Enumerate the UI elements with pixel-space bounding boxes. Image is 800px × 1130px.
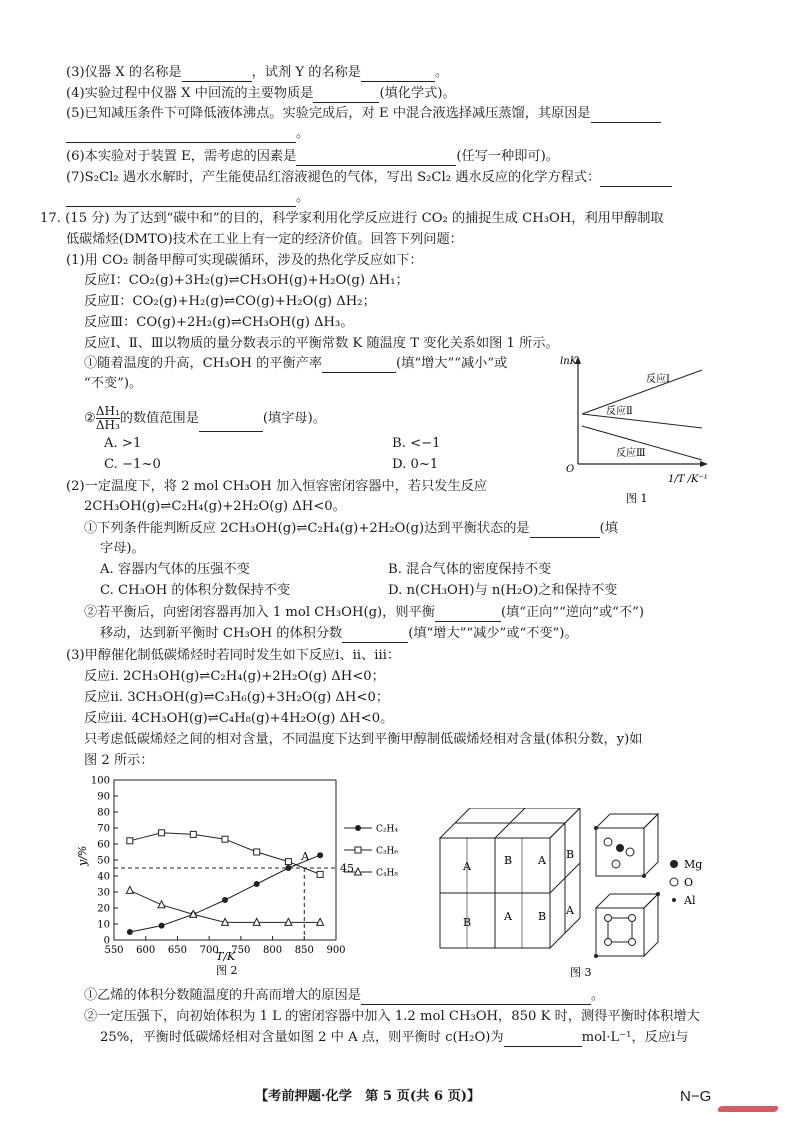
legend-o-label: O: [684, 876, 694, 889]
c3h6-point: [317, 871, 323, 877]
option-b[interactable]: B. <−1: [392, 436, 441, 451]
c2h4-point: [222, 897, 228, 903]
legend-o-symbol: [670, 878, 678, 886]
q17-part3-r3: 反应ⅲ. 4CH₃OH(g)⇌C₄H₈(g)+4H₂O(g) ΔH<0。: [84, 711, 394, 726]
answer-blank[interactable]: [296, 150, 456, 166]
x-tick-label: 800: [263, 945, 283, 956]
q16-l5-text-b: 。: [296, 126, 310, 141]
q17-part3-3: 图 2 所示：: [84, 753, 154, 768]
legend-marker: [355, 825, 361, 831]
legend-al-label: Al: [684, 894, 696, 907]
q17-reaction-1: 反应Ⅰ：CO₂(g)+3H₂(g)⇌CH₃OH(g)+H₂O(g) ΔH₁；: [84, 273, 409, 288]
q17-p2q2-text-b: (填“正向”“逆向”或“不”): [500, 605, 644, 620]
oxygen-atom: [605, 915, 612, 922]
q17-sub1b: “不变”)。: [84, 376, 143, 391]
fig2-caption: 图 2: [216, 964, 238, 977]
y-tick-label: 10: [97, 919, 110, 931]
footer-title: 【考前押题·化学 第 5 页(共 6 页)】: [255, 1089, 481, 1104]
answer-blank[interactable]: [435, 606, 501, 622]
option-a[interactable]: A. >1: [104, 436, 142, 451]
ref-value-label: 45: [340, 862, 354, 875]
q16-l7-text-b: 。: [296, 190, 310, 205]
legend-label: C₃H₆: [376, 846, 398, 857]
dh-ratio-numerator: ΔH₁: [95, 404, 120, 418]
x-tick-label: 900: [326, 945, 346, 956]
legend-marker: [355, 847, 361, 853]
answer-blank[interactable]: [182, 66, 252, 82]
q17-part1: (1)用 CO₂ 制备甲醇可实现碳循环，涉及的热化学反应如下：: [66, 253, 423, 268]
q17-part2-1: (2)一定温度下，将 2 mol CH₃OH 加入恒容密闭容器中，若只发生反应: [66, 479, 487, 494]
c4h8-point: [126, 886, 133, 893]
fig2-ylabel: y/%: [76, 845, 89, 866]
fig3-cell-label: B: [565, 848, 575, 861]
cell-a-side: [644, 814, 658, 876]
y-tick-label: 20: [97, 903, 110, 915]
oxygen-atom: [629, 939, 636, 946]
x-tick-label: 850: [294, 945, 314, 956]
oxygen-atom: [626, 848, 634, 856]
y-tick-label: 80: [97, 807, 110, 819]
answer-blank[interactable]: [361, 989, 591, 1005]
fig1-label-reaction-2: 反应Ⅱ: [606, 406, 633, 417]
q17-part3-r1: 反应ⅰ. 2CH₃OH(g)⇌C₂H₄(g)+2H₂O(g) ΔH<0；: [84, 669, 385, 684]
c3h6-point: [285, 859, 291, 865]
cell-b-side: [644, 894, 658, 956]
dh-ratio-denominator: ΔH₃: [95, 418, 120, 432]
answer-blank[interactable]: [322, 357, 396, 373]
answer-blank[interactable]: [342, 627, 408, 643]
x-tick-label: 600: [136, 945, 156, 956]
fig1-label-reaction-3: 反应Ⅲ: [616, 448, 646, 459]
fig2-xlabel: T/K: [216, 950, 236, 963]
y-tick-label: 70: [97, 823, 110, 835]
q17-sub1-text-a: ①随着温度的升高，CH₃OH 的平衡产率: [84, 356, 323, 371]
aluminium-atom: [642, 874, 646, 878]
legend-label: C₄H₈: [376, 868, 398, 879]
fig1-xlabel: 1/T /K⁻¹: [668, 474, 708, 485]
q17-part3-2: 只考虑低碳烯烃之间的相对含量，不同温度下达到平衡甲醇制低碳烯烃相对含量(体积分数，y)如: [84, 732, 643, 747]
q17-reaction-2: 反应Ⅱ：CO₂(g)+H₂(g)⇌CO(g)+H₂O(g) ΔH₂；: [84, 294, 376, 309]
p2-option-a[interactable]: A. 容器内气体的压强不变: [100, 562, 250, 577]
y-tick-label: 90: [97, 791, 110, 803]
x-tick-label: 550: [104, 945, 124, 956]
q17-p3q1-text-b: 。: [590, 988, 605, 1003]
q17-p2q2-text-d: (填“增大”“减少”或“不变”)。: [408, 626, 578, 641]
q16-l3-text-c: 。: [434, 65, 449, 80]
q17-p3q2-text-c: mol·L⁻¹，反应ⅰ与: [581, 1030, 689, 1045]
cell-b-inner: [608, 918, 632, 942]
c2h4-point: [159, 923, 165, 929]
oxygen-atom: [629, 915, 636, 922]
answer-blank[interactable]: [66, 191, 296, 207]
legend-al-symbol: [672, 898, 676, 902]
magnesium-atom: [616, 844, 624, 852]
fig1-caption: 图 1: [626, 492, 648, 505]
answer-blank[interactable]: [313, 87, 379, 103]
p2-option-c[interactable]: C. CH₃OH 的体积分数保持不变: [100, 583, 291, 598]
q16-l4-text-b: (填化学式)。: [379, 86, 456, 101]
q17-part3-q2: ②一定压强下，向初始体积为 1 L 的密闭容器中加入 1.2 mol CH₃OH，850 K 时，测得平衡时体积增大: [84, 1009, 700, 1024]
q16-l7-text-a: (7)S₂Cl₂ 遇水水解时，产生能使品红溶液褪色的气体，写出 S₂Cl₂ 遇水反应的化学方程式：: [66, 170, 601, 185]
fig3-cell-labels: [462, 848, 575, 929]
fig3-cell-label: B: [462, 916, 472, 929]
y-tick-label: 100: [90, 775, 110, 787]
q17-p3q1-text-a: ①乙烯的体积分数随温度的升高而增大的原因是: [84, 988, 361, 1003]
y-tick-label: 60: [97, 839, 110, 851]
figure-3: [430, 808, 730, 980]
oxygen-atom: [605, 939, 612, 946]
c3h6-point: [190, 831, 196, 837]
x-tick-label: 700: [199, 945, 219, 956]
q17-p2q2-text-c: 移动，达到新平衡时 CH₃OH 的体积分数: [100, 626, 343, 641]
q17-sub2: [84, 405, 326, 432]
q16-line5: [66, 104, 661, 123]
c2h4-point: [317, 852, 323, 858]
fig3-cell-label: A: [538, 854, 546, 867]
aluminium-atom: [656, 892, 660, 896]
q17-p2q1-text-b: (填: [599, 521, 618, 536]
answer-blank[interactable]: [66, 127, 296, 143]
red-stamp-mark: [717, 1106, 779, 1112]
q17-reaction-note: 反应Ⅰ、Ⅱ、Ⅲ以物质的量分数表示的平衡常数 K 随温度 T 变化关系如图 1 所示。: [84, 336, 559, 351]
cell-b-top: [596, 894, 658, 908]
fig3-cell-label: B: [537, 910, 547, 923]
aluminium-atom: [594, 826, 598, 830]
aluminium-atom: [594, 954, 598, 958]
q17-sub1-text-b: (填“增大”“减小”或: [396, 356, 508, 371]
q16-l6-text-b: (任写一种即可)。: [456, 149, 559, 164]
q16-line5b: [66, 124, 309, 143]
c2h4-point: [254, 881, 260, 887]
y-tick-label: 40: [97, 871, 110, 883]
legend-label: C₂H₄: [376, 824, 398, 835]
fig1-line-reaction-1: [582, 370, 702, 414]
q17-part3-q1: [84, 986, 604, 1005]
oxygen-atom: [604, 838, 612, 846]
fig3-cell-label: B: [503, 854, 513, 867]
cell-a-top: [596, 814, 658, 828]
q17-head-2: 低碳烯烃(DMTO)技术在工业上有一定的经济价值。回答下列问题：: [66, 232, 463, 247]
y-tick-label: 30: [97, 887, 110, 899]
q17-reaction-3: 反应Ⅲ：CO(g)+2H₂(g)⇌CH₃OH(g) ΔH₃。: [84, 315, 354, 330]
figure-2-chart: [76, 772, 406, 978]
q17-sub2-text-a: 的数值范围是: [119, 411, 199, 426]
q17-p2q2-text-a: ②若平衡后，向密闭容器再加入 1 mol CH₃OH(g)，则平衡: [84, 605, 435, 620]
c3h6-point: [254, 849, 260, 855]
fig3-block: [440, 808, 580, 948]
answer-blank[interactable]: [600, 171, 672, 187]
q16-l5-text-a: (5)已知减压条件下可降低液体沸点。实验完成后，对 E 中混合液选择减压蒸馏，其原因是: [66, 106, 591, 121]
q16-line3: [66, 63, 448, 82]
q16-l3-text-a: (3)仪器 X 的名称是: [66, 65, 182, 80]
y-tick-label: 50: [97, 855, 110, 867]
q17-part2-q2: [84, 603, 644, 622]
fig3-cell-label: A: [504, 910, 512, 923]
answer-blank[interactable]: [504, 1031, 582, 1047]
c3h6-point: [222, 836, 228, 842]
fig3-cell-label: A: [566, 904, 574, 917]
answer-blank[interactable]: [530, 522, 600, 538]
q17-p3q2-text-b: 25%，平衡时低碳烯烃相对含量如图 2 中 A 点，则平衡时 c(H₂O)为: [100, 1030, 504, 1045]
q17-part2-q2b: [100, 624, 578, 643]
q17-sub2-index: ②: [84, 411, 96, 426]
p2-option-d[interactable]: D. n(CH₃OH)与 n(H₂O)之和保持不变: [388, 583, 618, 598]
legend-mg-label: Mg: [684, 858, 703, 871]
c4h8-point: [158, 901, 165, 908]
fig3-unit-cell-b: [596, 894, 658, 956]
fig3-cell-label: A: [463, 860, 471, 873]
answer-blank[interactable]: [361, 66, 435, 82]
oxygen-atom: [612, 860, 620, 868]
dh-ratio-fraction: [96, 405, 120, 432]
answer-blank[interactable]: [199, 416, 263, 432]
q17-p2q1-text-a: ①下列条件能判断反应 2CH₃OH(g)⇌C₂H₄(g)+2H₂O(g)达到平衡状态的是: [84, 521, 530, 536]
p2-option-b[interactable]: B. 混合气体的密度保持不变: [388, 562, 552, 577]
c3h6-point: [159, 830, 165, 836]
q17-sub2-text-b: (填字母)。: [262, 411, 326, 426]
q17-part2-2: 2CH₃OH(g)⇌C₂H₄(g)+2H₂O(g) ΔH<0。: [84, 499, 346, 514]
q16-line7b: [66, 188, 309, 207]
c2h4-point: [127, 929, 133, 935]
q17-sub1: [84, 354, 507, 373]
footer-code: N−G: [680, 1088, 712, 1105]
y-tick-label: 0: [103, 935, 110, 947]
fig1-label-reaction-1: 反应Ⅰ: [646, 374, 670, 385]
fig1-ylabel: lnK: [560, 356, 578, 367]
q17-part2-q1: [84, 519, 618, 538]
fig1-x-arrow: [700, 461, 708, 467]
q17-part3-r2: 反应ⅱ. 3CH₃OH(g)⇌C₃H₆(g)+3H₂O(g) ΔH<0；: [84, 690, 390, 705]
fig1-line-reaction-2: [582, 414, 702, 428]
q17-part3-q2b: [100, 1028, 688, 1047]
q16-l6-text-a: (6)本实验对于装置 E，需考虑的因素是: [66, 149, 297, 164]
q16-line4: [66, 84, 456, 103]
option-c[interactable]: C. −1~0: [104, 457, 161, 472]
fig1-origin: O: [566, 464, 575, 475]
option-d[interactable]: D. 0~1: [392, 457, 439, 472]
answer-blank[interactable]: [591, 107, 661, 123]
c2h4-point: [285, 865, 291, 871]
q16-l3-text-b: ，试剂 Y 的名称是: [251, 65, 361, 80]
q16-line6: [66, 147, 559, 166]
c3h6-point: [127, 838, 133, 844]
q17-head-1: 17. (15 分) 为了达到“碳中和”的目的，科学家利用化学反应进行 CO₂ 的捕捉生成 CH₃OH，利用甲醇制取: [40, 211, 664, 226]
q17-part3-1: (3)甲醇催化制低碳烯烃时若同时发生如下反应ⅰ、ⅱ、ⅲ：: [66, 648, 401, 663]
x-tick-label: 750: [231, 945, 251, 956]
x-tick-label: 650: [167, 945, 187, 956]
fig3-caption: 图 3: [570, 966, 592, 979]
fig2-plot-area: [91, 776, 398, 957]
q17-part2-q1c: 字母)。: [100, 541, 145, 556]
q16-line7: [66, 168, 672, 187]
point-a-label: A: [301, 850, 310, 863]
figure-1: [556, 352, 716, 508]
legend-mg-symbol: [670, 860, 678, 868]
cell-b-front: [596, 908, 644, 956]
q16-l4-text-a: (4)实验过程中仪器 X 中回流的主要物质是: [66, 86, 314, 101]
